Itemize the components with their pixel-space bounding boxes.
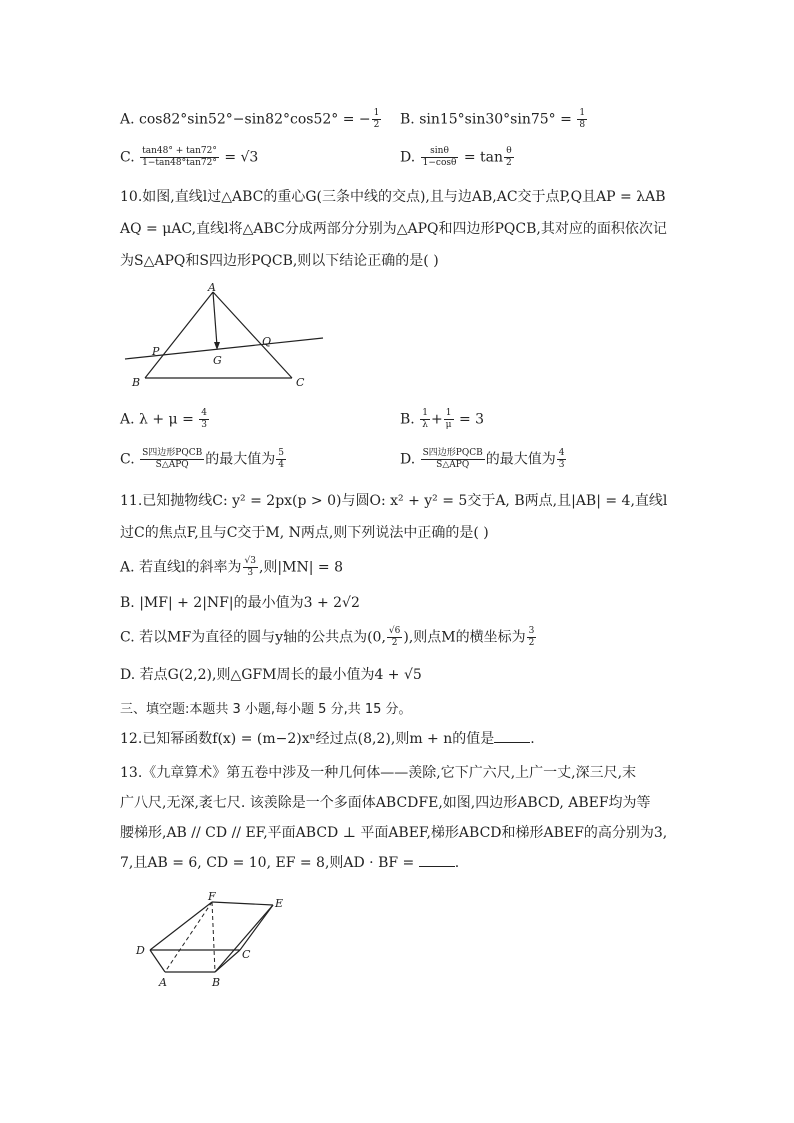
q11-option-a-frac (243, 556, 258, 579)
q9-option-a-text: A. cos82°sin52°−sin82°cos52° = − (120, 111, 371, 128)
q10-option-d-value (557, 448, 567, 471)
frac-num: 1 (422, 408, 428, 418)
frac-num: 5 (278, 448, 284, 458)
frac-den: μ (445, 420, 452, 430)
q10-option-d-label: D. (400, 451, 416, 468)
frac-den: 2 (391, 638, 398, 648)
q10-option-b-frac-2 (444, 408, 454, 431)
q11-option-c-mid: ),则点M的横坐标为 (403, 629, 526, 646)
q9-option-c-frac (140, 146, 219, 169)
q10-option-b: B. $\frac{1}{\lambda}$ + $\frac{1}{\mu}$ = 3 (400, 408, 485, 430)
q9-option-c-label: C. (120, 149, 135, 166)
label-b: B (212, 976, 221, 989)
q10-option-a (120, 408, 210, 431)
q9-option-c-rhs: = √3 (224, 149, 259, 166)
frac-den: 2 (528, 638, 535, 648)
q11-option-c-value (527, 626, 537, 649)
q10-option-b-rhs: = 3 (458, 411, 485, 428)
q10-option-c-value (276, 448, 286, 471)
label-a: A (208, 281, 216, 294)
frac-den: 3 (247, 568, 254, 578)
frac-den: 4 (278, 460, 284, 470)
q11-option-a (120, 556, 343, 579)
frac-den: S△APQ (155, 460, 189, 470)
q9-option-d-label: D. (400, 149, 416, 166)
q11-option-c (120, 626, 537, 649)
q12-end: . (530, 731, 535, 747)
q10-option-c-label: C. (120, 451, 135, 468)
frac-num: S四边形PQCB (142, 448, 203, 458)
q11-option-b: B. |MF| + 2|NF|的最小值为3 + 2√2 (120, 595, 360, 611)
label-f: F (208, 890, 216, 903)
edge-fe (212, 902, 273, 905)
q10-option-c-frac (140, 448, 204, 471)
edge-da (150, 950, 165, 972)
q10-option-a-text: A. λ + μ = (120, 411, 199, 428)
edge-ec (240, 905, 273, 950)
q9-option-d-rhs: = tan (463, 149, 504, 166)
q11-option-d: D. 若点G(2,2),则△GFM周长的最小值为4 + √5 (120, 667, 422, 683)
frac-num: 1 (579, 108, 586, 118)
q9-option-a (120, 108, 382, 131)
frac-den: 1−tan48°tan72° (142, 158, 217, 168)
label-d: D (136, 944, 145, 957)
q12 (120, 728, 535, 748)
frac-den: 3 (201, 420, 207, 430)
label-q: Q (262, 335, 272, 348)
section-3-heading: 三、填空题:本题共 3 小题,每小题 5 分,共 15 分。 (120, 702, 412, 717)
q13-line-2: 广八尺,无深,袤七尺. 该羡除是一个多面体ABCDFE,如图,四边形ABCD, ABEF均为等 (120, 795, 651, 811)
label-c: C (242, 948, 251, 961)
label-b: B (132, 376, 141, 389)
q9-option-d-rhs-frac (504, 146, 514, 169)
median-ag (213, 292, 217, 346)
frac-den: 2 (506, 158, 512, 168)
edge-ab (145, 292, 213, 378)
q13-polyhedron-figure (130, 890, 300, 995)
frac-den: 3 (558, 460, 565, 470)
frac-num: sinθ (421, 146, 459, 158)
frac-num: 3 (528, 626, 535, 636)
frac-den: λ (422, 420, 428, 430)
frac-den: 8 (579, 120, 586, 130)
label-a: A (159, 976, 167, 989)
frac-num: 4 (201, 408, 207, 418)
q9-option-b (400, 108, 588, 131)
q11-line-1: 11.已知抛物线C: y² = 2px(p > 0)与圆O: x² + y² = 5交于A, B两点,且|AB| = 4,直线l (120, 493, 668, 509)
q9-option-a-frac (372, 108, 382, 131)
q13-line-4-text: 7,且AB = 6, CD = 10, EF = 8,则AD · BF = (120, 855, 419, 871)
frac-num: 1 (373, 108, 380, 118)
frac-num: tan48° + tan72° (142, 146, 217, 156)
q9-option-d (400, 146, 515, 169)
q10-option-d-text: 的最大值为 (485, 451, 556, 468)
frac-num: √6 (388, 626, 401, 636)
frac-num: θ (504, 146, 514, 158)
q12-text: 12.已知幂函数f(x) = (m−2)xⁿ经过点(8,2),则m + n的值是 (120, 731, 495, 747)
frac-num: 4 (558, 448, 565, 458)
q9-option-d-frac (421, 146, 459, 169)
frac-den: 2 (373, 120, 380, 130)
label-e: E (275, 897, 284, 910)
q10-line-1: 10.如图,直线l过△ABC的重心G(三条中线的交点),且与边AB,AC交于点P,Q且AP = λAB (120, 189, 666, 205)
q10-line-2: AQ = μAC,直线l将△ABC分成两部分分别为△APQ和四边形PQCB,其对应的面积依次记 (120, 221, 667, 237)
q11-option-a-post: ,则|MN| = 8 (258, 559, 343, 576)
q10-option-c-text: 的最大值为 (205, 451, 276, 468)
edge-fa (165, 902, 212, 972)
q10-option-d (400, 448, 567, 471)
q10-option-c (120, 448, 287, 471)
edge-fd (150, 902, 212, 950)
label-c: C (296, 376, 305, 389)
q10-option-d-frac (421, 448, 485, 471)
q11-option-c-frac (387, 626, 402, 649)
edge-bc (215, 950, 240, 972)
label-g: G (213, 354, 222, 367)
label-p: P (152, 345, 160, 358)
frac-num: 1 (444, 408, 454, 420)
edge-ac (213, 292, 292, 378)
q9-option-b-frac (577, 108, 587, 131)
q10-option-b-label: B. (400, 411, 415, 428)
q10-option-a-frac (199, 408, 209, 431)
frac-num: S四边形PQCB (422, 448, 483, 458)
edge-eb (215, 905, 273, 972)
q13-line-3: 腰梯形,AB // CD // EF,平面ABCD ⊥ 平面ABEF,梯形ABCD和梯形ABEF的高分别为3, (120, 825, 668, 841)
q11-line-2: 过C的焦点F,且与C交于M, N两点,则下列说法中正确的是( ) (120, 525, 489, 541)
q13-line-1: 13.《九章算术》第五卷中涉及一种几何体——羡除,它下广六尺,上广一丈,深三尺,末 (120, 765, 637, 781)
q11-option-c-pre: C. 若以MF为直径的圆与y轴的公共点为(0, (120, 629, 386, 646)
q9-option-c (120, 146, 258, 169)
frac-den: 1−cosθ (422, 158, 457, 168)
q13-line-4 (120, 852, 459, 872)
q13-answer-blank[interactable] (419, 854, 455, 867)
edge-fb (212, 902, 215, 972)
q12-answer-blank[interactable] (494, 730, 530, 743)
q9-option-b-text: B. sin15°sin30°sin75° = (400, 111, 577, 128)
q10-triangle-figure (118, 280, 338, 392)
q11-option-a-pre: A. 若直线l的斜率为 (120, 559, 242, 576)
q10-option-b-frac-1 (420, 408, 430, 431)
q13-end: . (454, 855, 460, 871)
frac-num: √3 (244, 556, 256, 566)
q10-line-3: 为S△APQ和S四边形PQCB,则以下结论正确的是( ) (120, 253, 439, 269)
frac-den: S△APQ (436, 460, 470, 470)
